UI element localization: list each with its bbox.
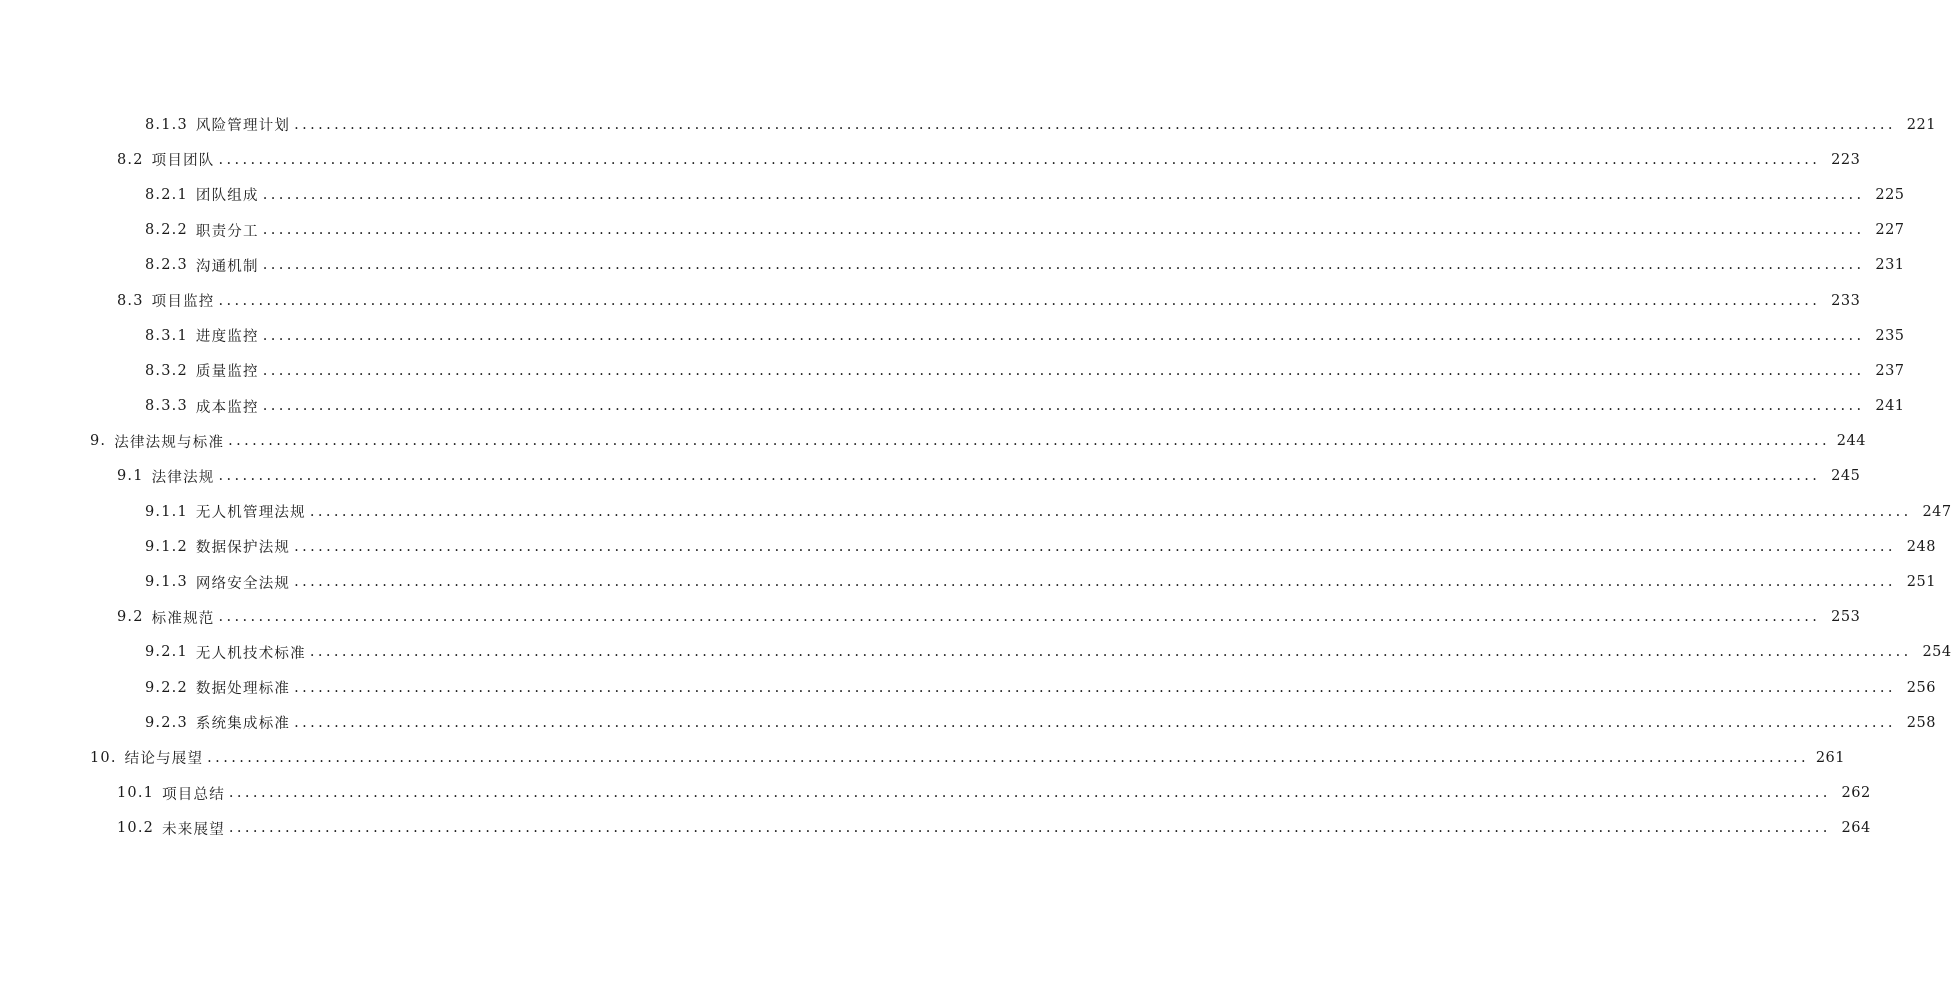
- toc-entry-page: 253: [1831, 609, 1861, 626]
- toc-entry-number: 9.2.1: [145, 644, 188, 661]
- toc-entry-number: 9.2.3: [145, 714, 188, 731]
- toc-entry-title: 未来展望: [162, 821, 225, 838]
- toc-entry-number: 9.1.1: [145, 503, 188, 520]
- toc-dot-leader: ........................................................................................................................................................................................................: [228, 785, 1831, 802]
- toc-entry-8-3-3[interactable]: [0, 389, 1905, 424]
- toc-dot-leader: ........................................................................................................................................................................................................: [262, 398, 1865, 415]
- toc-entry-8-1-3[interactable]: [0, 107, 1936, 142]
- toc-entry-title: 项目团队: [151, 153, 215, 170]
- toc-entry-8-2[interactable]: [0, 142, 1861, 177]
- toc-entry-number: 9.1.2: [145, 538, 188, 555]
- toc-dot-leader: ........................................................................................................................................................................................................: [228, 820, 1831, 837]
- toc-entry-8-3[interactable]: [0, 283, 1861, 318]
- toc-dot-leader: ........................................................................................................................................................................................................: [207, 749, 1809, 766]
- toc-entry-number: 8.3.2: [145, 362, 188, 379]
- toc-entry-9-1[interactable]: [0, 459, 1861, 494]
- toc-entry-title: 风险管理计划: [195, 118, 291, 135]
- toc-entry-title: 网络安全法规: [195, 575, 291, 592]
- toc-dot-leader: ........................................................................................................................................................................................................: [262, 222, 1865, 239]
- toc-entry-9-2-3[interactable]: [0, 705, 1936, 740]
- toc-entry-page: 251: [1906, 574, 1936, 591]
- toc-dot-leader: ........................................................................................................................................................................................................: [228, 433, 1830, 450]
- toc-dot-leader: ........................................................................................................................................................................................................: [294, 116, 1896, 133]
- toc-entry-number: 8.2.3: [145, 257, 188, 274]
- toc-entry-page: 244: [1836, 433, 1866, 450]
- toc-entry-9[interactable]: [0, 424, 1866, 459]
- toc-entry-page: 235: [1875, 327, 1905, 344]
- toc-dot-leader: ........................................................................................................................................................................................................: [262, 186, 1865, 203]
- toc-entry-number: 8.3: [117, 292, 144, 309]
- toc-entry-9-1-3[interactable]: [0, 564, 1936, 599]
- toc-dot-leader: ........................................................................................................................................................................................................: [309, 503, 1912, 520]
- toc-dot-leader: ........................................................................................................................................................................................................: [262, 327, 1865, 344]
- toc-entry-10[interactable]: [0, 740, 1845, 775]
- toc-entry-number: 8.1.3: [145, 116, 188, 133]
- toc-entry-number: 9.1: [117, 468, 144, 485]
- toc-dot-leader: ........................................................................................................................................................................................................: [294, 538, 1896, 555]
- toc-dot-leader: ........................................................................................................................................................................................................: [218, 609, 1821, 626]
- toc-entry-number: 9.2: [117, 609, 144, 626]
- toc-entry-page: 237: [1875, 362, 1905, 379]
- toc-entry-page: 262: [1841, 785, 1871, 802]
- toc-entry-page: 225: [1875, 186, 1905, 203]
- toc-entry-page: 223: [1831, 151, 1861, 168]
- toc-entry-title: 数据保护法规: [195, 540, 291, 557]
- toc-entry-page: 247: [1922, 503, 1952, 520]
- toc-entry-page: 254: [1922, 644, 1952, 661]
- toc-entry-number: 8.3.1: [145, 327, 188, 344]
- toc-entry-number: 9.1.3: [145, 574, 188, 591]
- toc-dot-leader: ........................................................................................................................................................................................................: [262, 362, 1865, 379]
- toc-dot-leader: ........................................................................................................................................................................................................: [294, 679, 1896, 696]
- toc-entry-8-2-2[interactable]: [0, 213, 1905, 248]
- toc-dot-leader: ........................................................................................................................................................................................................: [218, 151, 1821, 168]
- toc-entry-number: 10.1: [117, 785, 155, 802]
- toc-entry-9-2-1[interactable]: [0, 635, 1952, 670]
- toc-entry-page: 231: [1875, 257, 1905, 274]
- toc-entry-page: 241: [1875, 398, 1905, 415]
- toc-dot-leader: ........................................................................................................................................................................................................: [294, 714, 1896, 731]
- toc-entry-number: 8.2: [117, 151, 144, 168]
- toc-entry-title: 团队组成: [195, 188, 259, 205]
- toc-entry-page: 264: [1841, 820, 1871, 837]
- toc-entry-title: 结论与展望: [124, 751, 204, 768]
- toc-entry-9-1-1[interactable]: [0, 494, 1952, 529]
- toc-entry-9-2[interactable]: [0, 600, 1861, 635]
- toc-dot-leader: ........................................................................................................................................................................................................: [262, 257, 1865, 274]
- toc-entry-page: 261: [1815, 749, 1845, 766]
- toc-entry-8-2-1[interactable]: [0, 177, 1905, 212]
- toc-entry-title: 法律法规与标准: [114, 434, 225, 451]
- toc-entry-number: 10.: [90, 749, 117, 766]
- toc-entry-page: 245: [1831, 468, 1861, 485]
- toc-entry-number: 9.2.2: [145, 679, 188, 696]
- toc-entry-10-2[interactable]: [0, 811, 1871, 846]
- toc-entry-page: 233: [1831, 292, 1861, 309]
- toc-entry-title: 职责分工: [195, 223, 259, 240]
- toc-entry-title: 质量监控: [195, 364, 259, 381]
- table-of-contents: [0, 107, 1952, 846]
- toc-entry-title: 项目总结: [162, 786, 225, 803]
- toc-entry-number: 9.: [90, 433, 107, 450]
- toc-entry-title: 无人机管理法规: [195, 505, 306, 522]
- toc-entry-9-2-2[interactable]: [0, 670, 1936, 705]
- toc-entry-title: 系统集成标准: [195, 716, 291, 733]
- toc-entry-number: 10.2: [117, 820, 155, 837]
- toc-entry-8-2-3[interactable]: [0, 248, 1905, 283]
- toc-entry-page: 258: [1906, 714, 1936, 731]
- toc-entry-title: 成本监控: [195, 399, 259, 416]
- toc-entry-page: 256: [1906, 679, 1936, 696]
- toc-entry-page: 227: [1875, 222, 1905, 239]
- toc-entry-title: 沟通机制: [195, 258, 259, 275]
- toc-entry-number: 8.2.1: [145, 186, 188, 203]
- toc-entry-8-3-2[interactable]: [0, 353, 1905, 388]
- toc-entry-title: 进度监控: [195, 329, 259, 346]
- toc-entry-9-1-2[interactable]: [0, 529, 1936, 564]
- toc-entry-number: 8.3.3: [145, 398, 188, 415]
- toc-dot-leader: ........................................................................................................................................................................................................: [294, 574, 1896, 591]
- toc-entry-title: 项目监控: [151, 294, 215, 311]
- toc-dot-leader: ........................................................................................................................................................................................................: [218, 292, 1821, 309]
- toc-entry-page: 248: [1906, 538, 1936, 555]
- toc-entry-8-3-1[interactable]: [0, 318, 1905, 353]
- toc-entry-title: 标准规范: [151, 610, 215, 627]
- toc-dot-leader: ........................................................................................................................................................................................................: [218, 468, 1821, 485]
- toc-entry-page: 221: [1906, 116, 1936, 133]
- toc-entry-title: 无人机技术标准: [195, 645, 306, 662]
- toc-entry-title: 法律法规: [151, 469, 215, 486]
- toc-entry-number: 8.2.2: [145, 222, 188, 239]
- toc-dot-leader: ........................................................................................................................................................................................................: [309, 644, 1912, 661]
- toc-entry-title: 数据处理标准: [195, 681, 291, 698]
- toc-entry-10-1[interactable]: [0, 776, 1871, 811]
